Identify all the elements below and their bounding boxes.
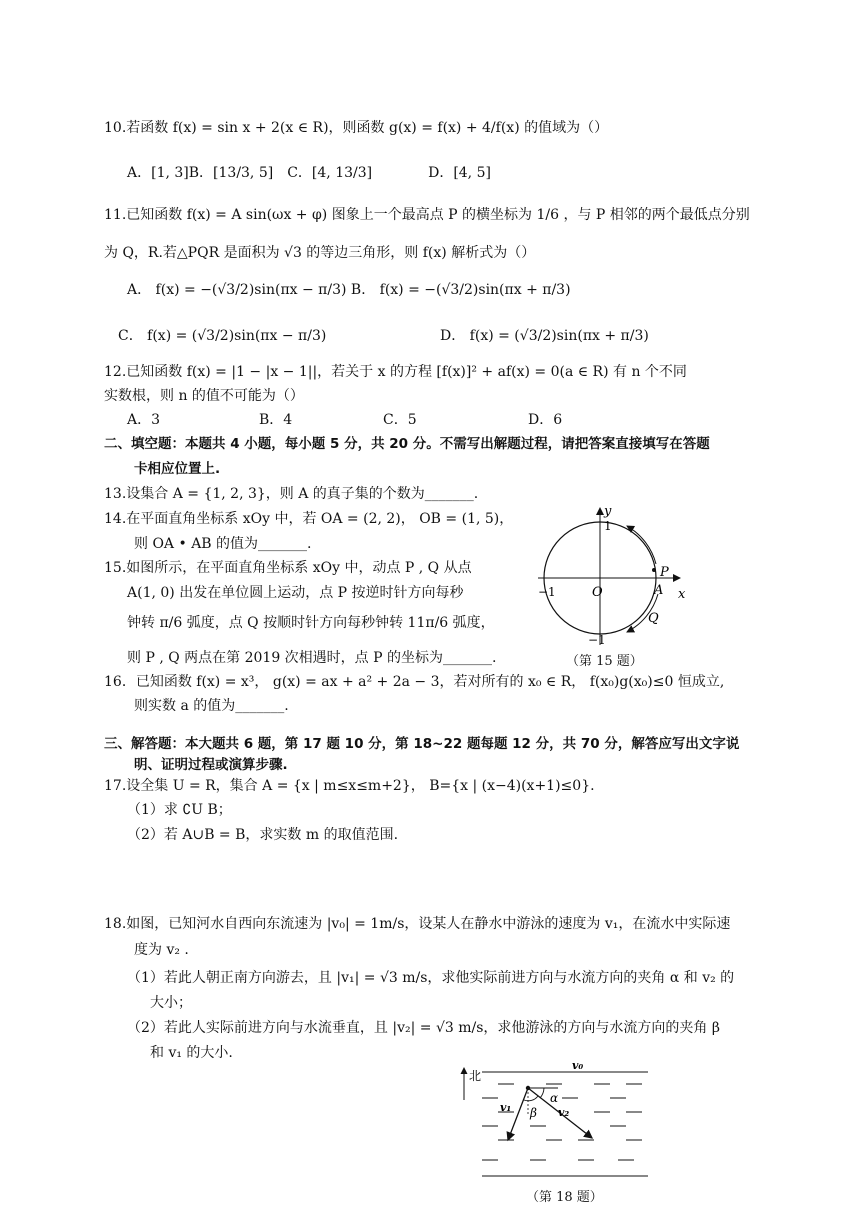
section2-heading: 二、填空题：本题共 4 小题，每小题 5 分，共 20 分。不需写出解题过程，请把答案直接填写在答题: [104, 436, 710, 452]
q18-line1: 18.如图，已知河水自西向东流速为 |v₀| = 1m/s，设某人在静水中游泳的速度为 v₁，在流水中实际速: [104, 916, 731, 932]
q18-part1-b: 大小；: [150, 995, 192, 1011]
q12-line1: 12.已知函数 f(x) = |1 − |x − 1||，若关于 x 的方程 [f(x)]² + af(x) = 0(a ∈ R) 有 n 个不同: [104, 364, 687, 380]
q12-option-d: D．6: [528, 412, 563, 428]
fig18-label-v1: v₁: [500, 1101, 512, 1114]
q15-line3: 钟转 π/6 弧度，点 Q 按顺时针方向每秒钟转 11π/6 弧度，: [127, 615, 495, 631]
fig18-caption: （第 18 题）: [526, 1190, 603, 1205]
beta-arc: [524, 1096, 538, 1101]
q18-part2-b: 和 v₁ 的大小.: [150, 1045, 233, 1061]
fig15-label-y: y: [604, 504, 612, 519]
point-p: [652, 568, 656, 572]
fig18-label-v2: v₂: [558, 1106, 570, 1119]
fig15-label-1: 1: [604, 519, 612, 533]
fig15-label-q: Q: [648, 611, 659, 626]
q11-line1: 11.已知函数 f(x) = A sin(ωx + φ) 图象上一个最高点 P 的横坐标为 1/6 ，与 P 相邻的两个最低点分别: [104, 207, 750, 223]
q17-stem: 17.设全集 U = R，集合 A = {x | m≤x≤m+2}， B={x | (x−4)(x+1)≤0}.: [104, 778, 595, 794]
figure-15-unit-circle: [530, 500, 710, 670]
q11-option-d: D． f(x) = (√3/2)sin(πx + π/3): [440, 328, 649, 344]
q13-text: 13.设集合 A = {1, 2, 3}，则 A 的真子集的个数为_______.: [104, 486, 479, 502]
q17-part2: （2）若 A∪B = B，求实数 m 的取值范围.: [127, 827, 399, 843]
fig18-label-beta: β: [530, 1106, 537, 1120]
fig15-label-a: A: [654, 583, 664, 598]
q11-option-c: C． f(x) = (√3/2)sin(πx − π/3): [118, 328, 327, 344]
figure-18-river: [458, 1059, 658, 1187]
q12-option-b: B．4: [259, 412, 293, 428]
fig15-caption: （第 15 题）: [566, 654, 643, 669]
fig18-label-alpha: α: [550, 1091, 559, 1105]
q17-part1: （1）求 ∁U B；: [127, 802, 232, 818]
v1-vector: [508, 1088, 528, 1140]
fig15-label-neg1-y: −1: [588, 633, 606, 647]
section3-heading-cont: 明、证明过程或演算步骤.: [134, 757, 288, 773]
fig15-label-x: x: [678, 587, 686, 602]
fig18-label-north: 北: [469, 1069, 482, 1083]
q10-options: A．[1, 3]B．[13/3, 5] C．[4, 13/3] D．[4, 5]: [127, 165, 491, 181]
q16-line2: 则实数 a 的值为_______.: [134, 698, 289, 714]
fig15-label-o: O: [592, 585, 603, 600]
q15-line2: A(1, 0) 出发在单位圆上运动，点 P 按逆时针方向每秒: [127, 585, 464, 601]
section3-heading: 三、解答题：本大题共 6 题，第 17 题 10 分，第 18~22 题每题 12 分，共 70 分，解答应写出文字说: [104, 736, 740, 752]
q15-line4: 则 P , Q 两点在第 2019 次相遇时，点 P 的坐标为_______.: [127, 650, 497, 666]
q18-part2-a: （2）若此人实际前进方向与水流垂直，且 |v₂| = √3 m/s，求他游泳的方向与水流方向的夹角 β: [127, 1020, 720, 1036]
q11-line2: 为 Q，R.若△PQR 是面积为 √3 的等边三角形，则 f(x) 解析式为（）: [104, 245, 536, 261]
fig18-label-v0: v₀: [572, 1059, 584, 1072]
q12-option-c: C．5: [383, 412, 417, 428]
q14-line2: 则 OA • AB 的值为_______.: [134, 536, 312, 552]
section2-heading-cont: 卡相应位置上.: [134, 461, 221, 477]
q18-line2: 度为 v₂ .: [134, 942, 189, 958]
fig15-label-p: P: [660, 565, 669, 580]
q12-option-a: A．3: [127, 412, 161, 428]
fig15-label-neg1-x: −1: [538, 585, 556, 599]
water-ripples: [482, 1084, 642, 1160]
alpha-arc: [540, 1088, 544, 1098]
q12-line2: 实数根，则 n 的值不可能为（）: [104, 388, 304, 404]
q16-line1: 16．已知函数 f(x) = x³， g(x) = ax + a² + 2a − 3，若对所有的 x₀ ∈ R， f(x₀)g(x₀)≤0 恒成立,: [104, 674, 725, 690]
q11-options-ab: A． f(x) = −(√3/2)sin(πx − π/3) B． f(x) = −(√3/2)sin(πx + π/3): [127, 282, 571, 298]
q10-stem: 10.若函数 f(x) = sin x + 2(x ∈ R)，则函数 g(x) = f(x) + 4/f(x) 的值域为（）: [104, 120, 609, 136]
q15-line1: 15.如图所示，在平面直角坐标系 xOy 中，动点 P , Q 从点: [104, 560, 472, 576]
q14-line1: 14.在平面直角坐标系 xOy 中，若 OA = (2, 2)， OB = (1, 5)，: [104, 511, 514, 527]
q18-part1-a: （1）若此人朝正南方向游去，且 |v₁| = √3 m/s，求他实际前进方向与水流方向的夹角 α 和 v₂ 的: [127, 970, 735, 986]
